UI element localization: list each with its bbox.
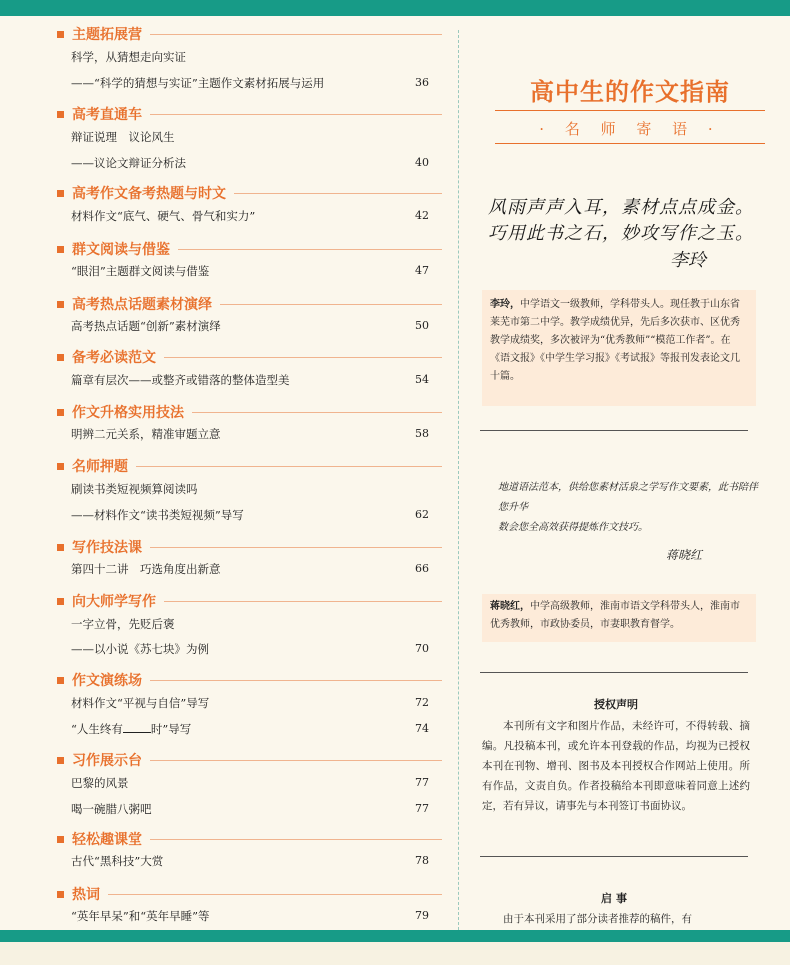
- section-title: 轻松趣课堂: [72, 831, 142, 847]
- subtitle-rule: [495, 143, 765, 144]
- toc-page-number: 70: [415, 642, 429, 655]
- toc-entry[interactable]: [71, 263, 429, 279]
- section-rule: [150, 114, 442, 115]
- toc-entry-title: 巴黎的风景: [71, 776, 129, 790]
- section-header: [57, 104, 442, 124]
- section-marker-icon: [57, 409, 64, 416]
- section-title: 热词: [72, 886, 100, 902]
- author-bio-2-name: 蒋晓红，: [490, 601, 530, 612]
- author-bio-1-text: 中学语文一级教师，学科带头人。现任教于山东省莱芜市第二中学。教学成绩优异，先后多次获市、区优秀教学成绩奖，多次被评为“优秀教师”“模范工作者”。在《语文报》《中学生学习报》《考试报》等报刊发表论文几十篇。: [490, 299, 740, 382]
- right-column: [470, 0, 790, 930]
- toc-page-number: 47: [415, 264, 429, 277]
- section-rule: [480, 856, 748, 857]
- guide-title: 高中生的作文指南: [530, 77, 730, 106]
- toc-entry-title: “眼泪”主题群文阅读与借鉴: [71, 264, 210, 278]
- toc-page-number: 40: [415, 156, 429, 169]
- section-marker-icon: [57, 757, 64, 764]
- toc-entry[interactable]: [71, 372, 429, 388]
- notice-title: 启事: [601, 893, 631, 905]
- section-header: [57, 347, 442, 367]
- toc-entry-title: 篇章有层次——或整齐或错落的整体造型美: [71, 373, 290, 387]
- section-title: 作文升格实用技法: [72, 404, 184, 420]
- section-header: [57, 183, 442, 203]
- section-marker-icon: [57, 31, 64, 38]
- signature-2: 蒋晓红: [666, 548, 703, 562]
- toc-page-number: 74: [415, 722, 429, 735]
- toc-entry-title: [71, 722, 191, 736]
- section-rule: [150, 34, 442, 35]
- section-rule: [150, 760, 442, 761]
- toc-entry-title: 第四十二讲 巧选角度出新意: [71, 562, 221, 576]
- section-rule: [234, 193, 442, 194]
- toc-entry-title: 一字立骨，先贬后褒: [71, 617, 175, 631]
- signature-1: 李玲: [670, 250, 706, 271]
- section-marker-icon: [57, 544, 64, 551]
- section-title: 高考作文备考热题与时文: [72, 185, 226, 201]
- section-marker-icon: [57, 190, 64, 197]
- toc-entry-title: 材料作文“底气、硬气、骨气和实力”: [71, 209, 256, 223]
- handwritten-message-2-line1: 地道语法范本，供给您素材活泉之学写作文要素，此书陪伴您升华: [498, 482, 758, 513]
- guide-subtitle: · 名 师 寄 语 ·: [539, 120, 721, 138]
- handwritten-message-1: [488, 195, 778, 247]
- handwritten-message-2: [498, 478, 763, 538]
- author-bio-2: [482, 594, 756, 642]
- section-header: [57, 402, 442, 422]
- section-title: 主题拓展营: [72, 26, 142, 42]
- bottom-color-band: [0, 930, 790, 942]
- toc-entry-title: 古代“黑科技”大赏: [71, 854, 164, 868]
- toc-entry[interactable]: [71, 49, 429, 65]
- toc-entry-title: 刷读书类短视频算阅读吗: [71, 482, 198, 496]
- toc-entry[interactable]: [71, 75, 429, 91]
- section-rule: [150, 680, 442, 681]
- section-rule: [480, 672, 748, 673]
- toc-entry[interactable]: [71, 695, 429, 711]
- toc-page-number: 62: [415, 508, 429, 521]
- section-title: 备考必读范文: [72, 349, 156, 365]
- section-header: [57, 884, 442, 904]
- toc-entry[interactable]: [71, 208, 429, 224]
- section-marker-icon: [57, 301, 64, 308]
- toc-entry[interactable]: [71, 801, 429, 817]
- handwritten-message-1-line1: 风雨声声入耳，素材点点成金。: [488, 197, 754, 218]
- section-marker-icon: [57, 111, 64, 118]
- author-bio-1: [482, 290, 756, 406]
- section-marker-icon: [57, 598, 64, 605]
- toc-page-number: 79: [415, 909, 429, 922]
- section-rule: [150, 839, 442, 840]
- toc-entry[interactable]: [71, 481, 429, 497]
- section-rule: [480, 430, 748, 431]
- toc-entry[interactable]: [71, 507, 429, 523]
- toc-entry[interactable]: [71, 426, 429, 442]
- toc-entry-title: ——以小说《苏七块》为例: [71, 642, 209, 656]
- section-title: 群文阅读与借鉴: [72, 241, 170, 257]
- toc-entry-title: ——材料作文“读书类短视频”导写: [71, 508, 244, 522]
- section-title: 作文演练场: [72, 672, 142, 688]
- toc-entry-title: 科学，从猜想走向实证: [71, 50, 186, 64]
- section-title: 高考热点话题素材演绎: [72, 296, 212, 312]
- section-title: 向大师学写作: [72, 593, 156, 609]
- section-marker-icon: [57, 891, 64, 898]
- toc-entry[interactable]: [71, 318, 429, 334]
- section-marker-icon: [57, 354, 64, 361]
- toc-entry[interactable]: [71, 721, 429, 737]
- toc-entry-title: “英年早呆”和“英年早睡”等: [71, 909, 210, 923]
- toc-entry-title: 明辨二元关系，精准审题立意: [71, 427, 221, 441]
- toc-entry[interactable]: [71, 616, 429, 632]
- toc-page-number: 42: [415, 209, 429, 222]
- section-rule: [108, 894, 442, 895]
- toc-entry-title: 材料作文“平视与自信”导写: [71, 696, 210, 710]
- notice-body: 由于本刊采用了部分读者推荐的稿件，有: [503, 913, 692, 925]
- section-header: [57, 750, 442, 770]
- fill-blank: [123, 722, 151, 733]
- toc-page-number: 66: [415, 562, 429, 575]
- toc-entry-title: ——“科学的猜想与实证”主题作文素材拓展与运用: [71, 76, 325, 90]
- toc-entry-title: 喝一碗腊八粥吧: [71, 802, 152, 816]
- authorization-body: 本刊所有文字和图片作品，未经许可，不得转载、摘编。凡投稿本刊，或允许本刊登载的作品，均视为已授权本刊在刊物、增刊、图书及本刊授权合作网站上使用。所有作品，文责自负。作者投稿给本刊即意味着同意上述约定，若有异议，请事先与本刊签订书面协议。: [482, 720, 750, 812]
- toc-page-number: 58: [415, 427, 429, 440]
- section-rule: [164, 601, 442, 602]
- toc-entry-title-part: “人生终有: [71, 722, 123, 736]
- toc-page-number: 72: [415, 696, 429, 709]
- section-header: [57, 670, 442, 690]
- section-rule: [136, 466, 442, 467]
- toc-page-number: 54: [415, 373, 429, 386]
- section-marker-icon: [57, 463, 64, 470]
- toc-entry[interactable]: [71, 908, 429, 924]
- section-header: [57, 294, 442, 314]
- section-header: [57, 829, 442, 849]
- toc-page-number: 50: [415, 319, 429, 332]
- section-title: 名师押题: [72, 458, 128, 474]
- section-title: 习作展示台: [72, 752, 142, 768]
- toc-page-number: 77: [415, 776, 429, 789]
- toc-page-number: 36: [415, 76, 429, 89]
- section-header: [57, 239, 442, 259]
- toc-entry[interactable]: [71, 775, 429, 791]
- bottom-tint-strip: [0, 942, 790, 965]
- toc-entry-title: 高考热点话题“创新”素材演绎: [71, 319, 221, 333]
- toc-entry[interactable]: [71, 853, 429, 869]
- section-rule: [178, 249, 442, 250]
- handwritten-message-1-line2: 巧用此书之石，妙攻写作之玉。: [488, 223, 754, 244]
- section-rule: [220, 304, 442, 305]
- section-header: [57, 537, 442, 557]
- author-bio-2-text: 中学高级教师，淮南市语文学科带头人，淮南市优秀教师，市政协委员，市妻职教育督学。: [490, 601, 740, 630]
- toc-entry[interactable]: [71, 129, 429, 145]
- section-rule: [164, 357, 442, 358]
- section-marker-icon: [57, 677, 64, 684]
- toc-entry[interactable]: [71, 641, 429, 657]
- title-rule: [495, 110, 765, 111]
- toc-entry[interactable]: [71, 155, 429, 171]
- column-divider: [458, 30, 459, 930]
- toc-entry-title-part: 时”导写: [150, 722, 192, 736]
- section-marker-icon: [57, 246, 64, 253]
- authorization-title: 授权声明: [594, 699, 638, 711]
- section-rule: [192, 412, 442, 413]
- section-header: [57, 456, 442, 476]
- author-bio-1-name: 李玲，: [490, 299, 520, 310]
- section-rule: [150, 547, 442, 548]
- toc-page-number: 78: [415, 854, 429, 867]
- toc-entry-title: ——议论文辩证分析法: [71, 156, 186, 170]
- toc-entry[interactable]: [71, 561, 429, 577]
- section-header: [57, 24, 442, 44]
- handwritten-message-2-line2: 数会您全高效获得提炼作文技巧。: [498, 522, 648, 533]
- section-title: 高考直通车: [72, 106, 142, 122]
- toc-page-number: 77: [415, 802, 429, 815]
- section-marker-icon: [57, 836, 64, 843]
- section-title: 写作技法课: [72, 539, 142, 555]
- section-header: [57, 591, 442, 611]
- toc-entry-title: 辩证说理 议论风生: [71, 130, 175, 144]
